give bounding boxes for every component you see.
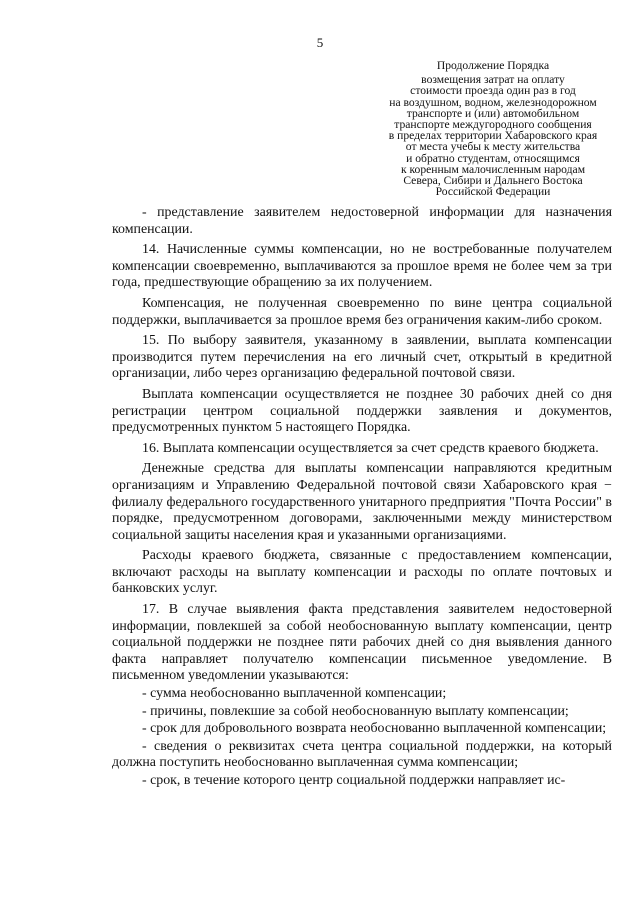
header-line: Продолжение Порядка [436,59,550,72]
list-item: - срок для добровольного возврата необоснованно выплаченной компенсации; [142,721,607,737]
paragraph: 14. Начисленные суммы компенсации, но не востребованные получателем компенсации своевременно, выплачиваются за прошлое время не более чем за три года, предшествующие обращению за их получением. [112,242,612,291]
paragraph: Расходы краевого бюджета, связанные с предоставлением компенсации, включают расходы на выплату компенсации и расходы по оплате почтовых и банковских услуг. [112,548,612,597]
list-item: - сведения о реквизитах счета центра социальной поддержки, на который должна поступить необоснованно выплаченная сумма компенсации; [112,738,612,771]
header-line: транспорте и (или) автомобильном [406,106,580,120]
header-line: транспорте междугородного сообщения [394,118,592,132]
header-line: возмещения затрат на оплату [421,73,565,87]
document-header [372,60,614,197]
paragraph: Денежные средства для выплаты компенсации направляются кредитным организациям и Управлению Федеральной почтовой связи Хабаровского края − филиалу федерального государственного унитарного предприятия "Почта России" в порядке, предусмотренном договорами, заключенными между министерством социальной защиты населения края и указанными организациями. [112,461,612,543]
header-line: на воздушном, водном, железнодорожном [389,95,597,109]
list-item: - сумма необоснованно выплаченной компенсации; [142,686,447,702]
header-line: к коренным малочисленным народам [400,162,586,176]
header-line: от места учебы к месту жительства [405,140,581,154]
header-line: в пределах территории Хабаровского края [388,129,598,143]
header-line: Севера, Сибири и Дальнего Востока [403,174,583,188]
list-item: - причины, повлекшие за собой необоснованную выплату компенсации; [142,703,569,719]
list-item: - срок, в течение которого центр социальной поддержки направляет ис- [142,773,566,788]
header-line: Российской Федерации [435,185,551,199]
header-line: стоимости проезда один раз в год [410,84,576,98]
paragraph: 16. Выплата компенсации осуществляется за счет средств краевого бюджета. [142,440,599,456]
header-line: и обратно студентам, относящимся [406,151,580,165]
paragraph: - представление заявителем недостоверной информации для назначения компенсации. [112,205,612,237]
paragraph: 15. По выбору заявителя, указанному в заявлении, выплата компенсации производится путем перечисления на его личный счет, открытый в кредитной организации, либо через организацию федеральной почтовой связи. [112,333,612,382]
paragraph: 17. В случае выявления факта представления заявителем недостоверной информации, повлекшей за собой необоснованную выплату компенсации, центр социальной поддержки не позднее пяти рабочих дней со дня выявления данного факта направляет получателю компенсации письменное уведомление. В письменном уведомлении указываются: [112,602,612,684]
document-body [112,205,612,791]
paragraph: Выплата компенсации осуществляется не позднее 30 рабочих дней со дня регистрации центром социальной поддержки заявления и документов, предусмотренных пунктом 5 настоящего Порядка. [112,386,612,436]
paragraph: Компенсация, не полученная своевременно по вине центра социальной поддержки, выплачивается за прошлое время без ограничения каким-либо сроком. [112,295,612,328]
page-number: 5 [316,35,324,50]
